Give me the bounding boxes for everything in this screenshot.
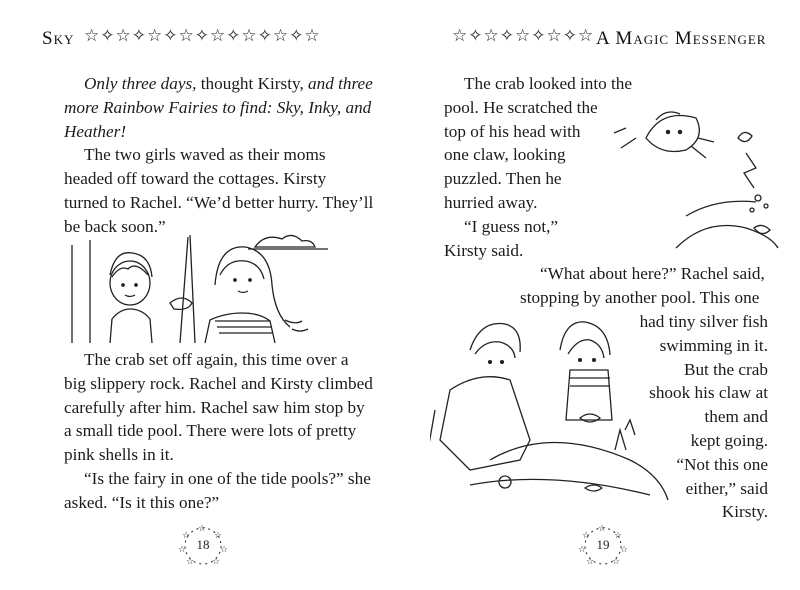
right-page bbox=[400, 0, 800, 590]
folio-right bbox=[568, 522, 638, 570]
line-12: swimming in it. bbox=[659, 335, 768, 355]
line-5: puzzled. Then he bbox=[444, 169, 562, 189]
star-border-icon: ☆✧☆✧☆✧☆✧☆ bbox=[452, 26, 595, 46]
text-block-right bbox=[444, 72, 784, 310]
line-16: kept going. bbox=[690, 430, 768, 450]
svg-text:☆: ☆ bbox=[214, 531, 223, 541]
svg-text:☆: ☆ bbox=[598, 524, 607, 534]
italic-thought-c: and three more Rainbow Fairies to find: Sky, Inky, and Heather! bbox=[64, 74, 373, 141]
line-11: had tiny silver fish bbox=[639, 312, 768, 331]
line-7: “I guess not,” bbox=[464, 216, 559, 236]
text-block-top bbox=[64, 72, 374, 239]
svg-text:☆: ☆ bbox=[614, 531, 623, 541]
line-10: stopping by another pool. This one bbox=[520, 288, 760, 308]
line-1: The crab looked into the bbox=[464, 74, 632, 93]
paragraph-1 bbox=[64, 72, 374, 143]
star-border-icon: ☆✧☆✧☆✧☆✧☆✧☆✧☆✧☆ bbox=[84, 26, 321, 46]
running-head-right: A Magic Messenger bbox=[596, 28, 767, 49]
paragraph-4: “Is the fairy in one of the tide pools?” she asked. “Is it this one?” bbox=[64, 468, 371, 512]
folio-left bbox=[168, 522, 238, 570]
paragraph-2: The two girls waved as their moms headed off toward the cottages. Kirsty turned to Rachel. “We’d better hurry. They’ll be back soon.” bbox=[64, 145, 374, 236]
svg-text:☆: ☆ bbox=[620, 545, 629, 555]
line-9: “What about here?” Rachel said, bbox=[540, 264, 765, 284]
line-15: them and bbox=[704, 407, 768, 427]
svg-text:☆: ☆ bbox=[586, 557, 595, 567]
text-block-right-lower bbox=[590, 310, 768, 524]
italic-thought-a: Only three days, bbox=[84, 74, 197, 93]
svg-text:☆: ☆ bbox=[212, 557, 221, 567]
svg-text:☆: ☆ bbox=[220, 545, 229, 555]
line-14: shook his claw at bbox=[649, 383, 768, 403]
line-3: top of his head with bbox=[444, 121, 581, 141]
line-13: But the crab bbox=[684, 359, 768, 379]
text-block-bottom bbox=[64, 348, 374, 515]
svg-text:☆: ☆ bbox=[578, 545, 587, 555]
paragraph-3: The crab set off again, this time over a big slippery rock. Rachel and Kirsty climbed carefully after him. Rachel saw him stop by a small tide pool. There were lots of pretty pink shells in it. bbox=[64, 350, 373, 465]
girls-illustration-icon bbox=[70, 225, 370, 343]
line-2: pool. He scratched the bbox=[444, 97, 598, 117]
line-6: hurried away. bbox=[444, 192, 538, 212]
page-number-right: 19 bbox=[596, 537, 610, 552]
thought-attribution: thought Kirsty, bbox=[196, 74, 309, 93]
line-19: Kirsty. bbox=[721, 502, 768, 522]
page-number-left: 18 bbox=[196, 537, 210, 552]
line-17: “Not this one bbox=[676, 454, 768, 474]
line-18: either,” said bbox=[685, 478, 768, 498]
svg-text:☆: ☆ bbox=[582, 531, 591, 541]
svg-text:☆: ☆ bbox=[186, 557, 195, 567]
svg-text:☆: ☆ bbox=[182, 531, 191, 541]
line-4: one claw, looking bbox=[444, 145, 566, 165]
svg-text:☆: ☆ bbox=[198, 524, 207, 534]
svg-text:☆: ☆ bbox=[178, 545, 187, 555]
svg-text:☆: ☆ bbox=[612, 557, 621, 567]
running-head-left: Sky bbox=[42, 28, 75, 49]
line-8: Kirsty said. bbox=[444, 240, 524, 260]
